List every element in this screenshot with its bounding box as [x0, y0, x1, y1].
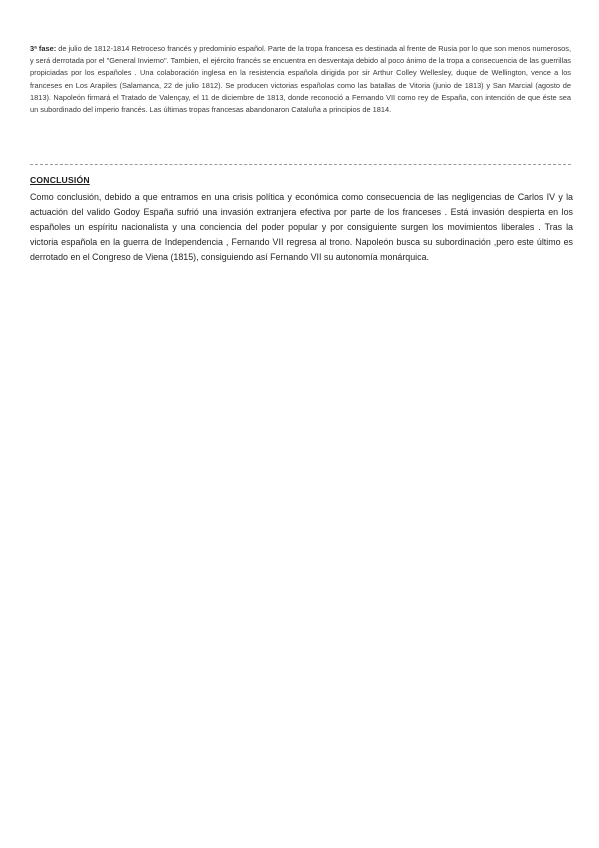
phase-3-label: 3ª fase:: [30, 44, 57, 53]
phase-3-text: de julio de 1812-1814 Retroceso francés y predominio español. Parte de la tropa francesa es destinada al frente de Rusia por lo que son menos numerosos, y será derrotada por el "General Invierno". Tambien, el ejército francés se encuentra en desventaja debido al poco ánimo de la tropa a consecuencia de las guerrillas propiciadas por los españoles . Una colaboración inglesa en la resistencia española dirigida por sir Arthur Colley Wellesley, duque de Wellington, vence a los franceses en Los Arapiles (Salamanca, 22 de julio 1812). Se producen victorias españolas como las batallas de Vitoria (junio de 1813) y San Marcial (agosto de 1813). Napoleón firmará el Tratado de Valençay, el 11 de diciembre de 1813, donde reconoció a Fernando VII como rey de España, con intención de que éste sea un subordinado del imperio francés. Las últimas tropas francesas abandonaron Cataluña a principios de 1814.: [30, 44, 571, 115]
section-divider: [30, 164, 571, 165]
conclusion-heading: CONCLUSIÓN: [30, 175, 90, 185]
conclusion-paragraph: Como conclusión, debido a que entramos en una crisis política y económica como consecuencia de las negligencias de Carlos IV y la actuación del valido Godoy España sufrió una invasión extranjera efectiva por parte de los franceses . Está invasión despierta en los españoles un espíritu nacionalista y una conciencia del poder popular y por consiguiente surgen los movimientos liberales . Tras la victoria española en la guerra de Independencia , Fernando VII regresa al trono. Napoleón busca su subordinación ,pero este último es derrotado en el Congreso de Viena (1815), consiguiendo así Fernando VII su autonomía monárquica.: [30, 192, 573, 262]
phase-3-paragraph: [30, 43, 571, 116]
